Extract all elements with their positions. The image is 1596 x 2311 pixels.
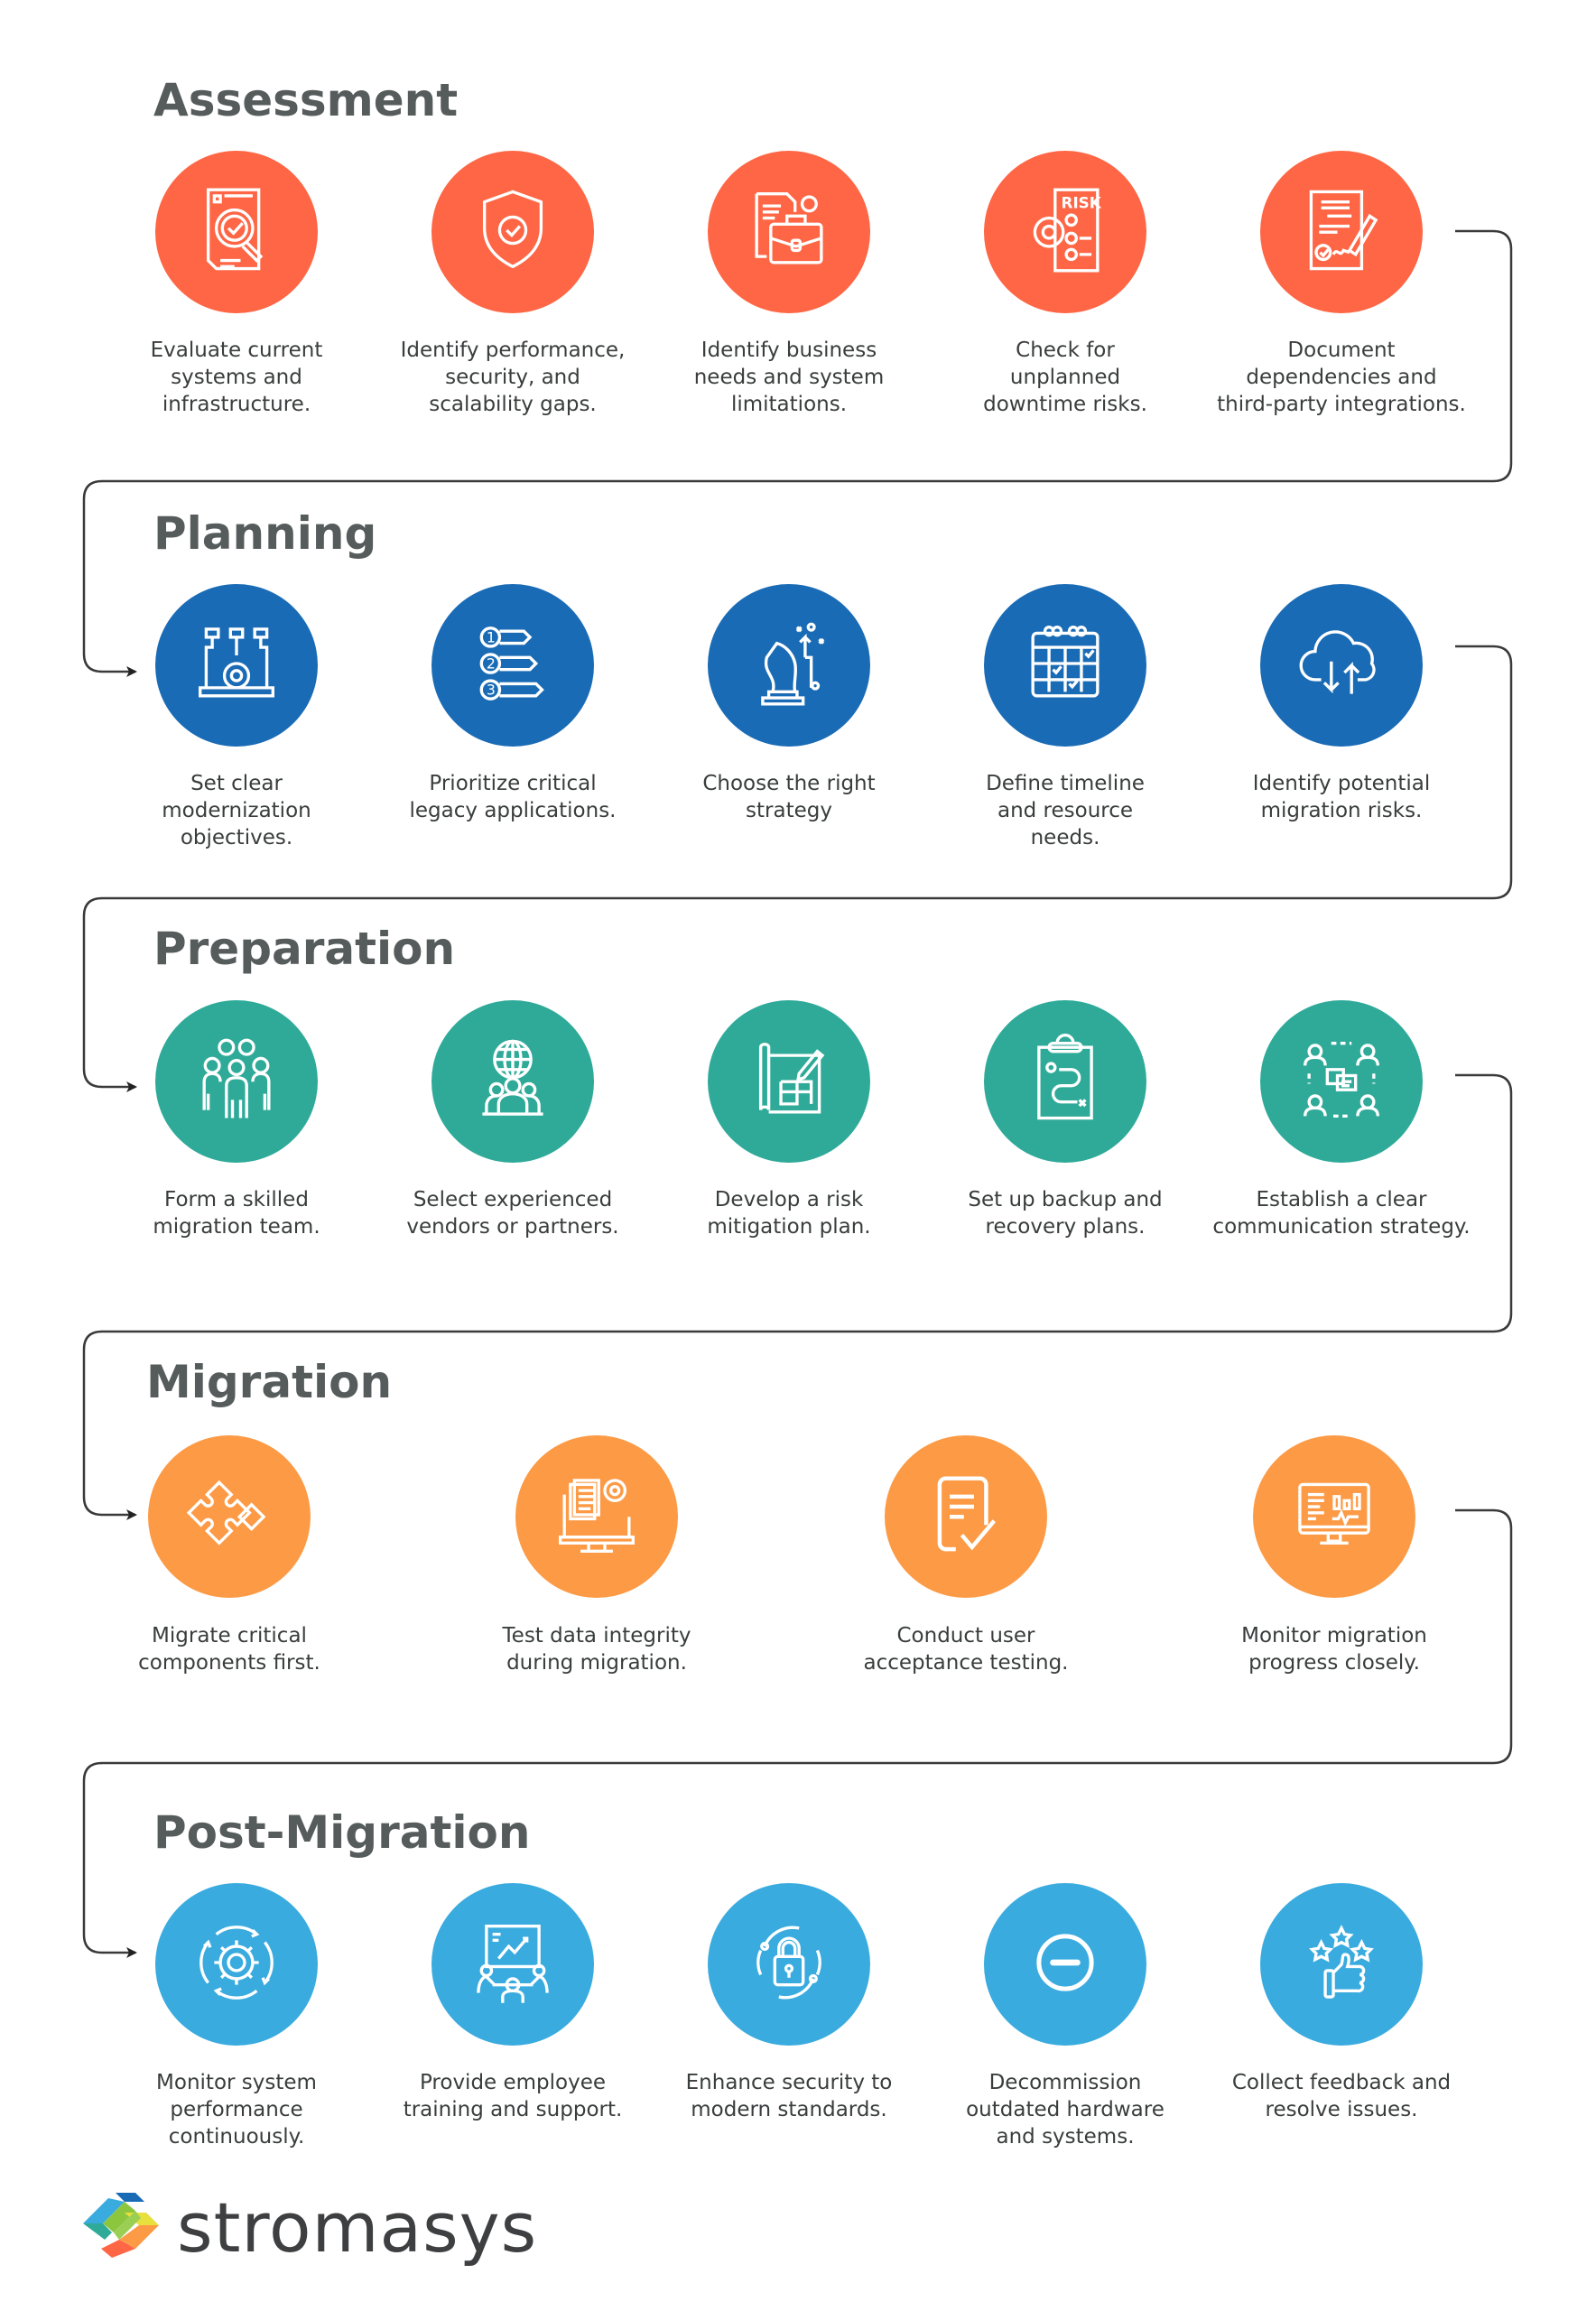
stromasys-logo-text: stromasys [177, 2186, 538, 2268]
svg-text:1: 1 [486, 627, 496, 645]
monitor-document-gear-icon [546, 1464, 647, 1570]
step-preparation-3 [708, 1000, 870, 1163]
step-preparation-5 [1260, 1000, 1423, 1163]
svg-text:3: 3 [486, 681, 496, 699]
step-label-assessment-4: Check for unplanned downtime risks. [983, 339, 1147, 416]
step-post-migration-3 [708, 1883, 870, 2046]
step-label-planning-4: Define timeline and resource needs. [986, 772, 1145, 849]
step-label-assessment-2: Identify performance, security, and scalability gaps. [400, 339, 626, 416]
step-preparation-2 [431, 1000, 594, 1163]
document-magnifier-check-icon [186, 180, 287, 285]
step-post-migration-5 [1260, 1883, 1423, 2046]
step-label-post-migration-3: Enhance security to modern standards. [685, 2071, 893, 2121]
step-post-migration-1 [155, 1883, 318, 2046]
section-title-migration: Migration [146, 1356, 393, 1408]
step-assessment-4 [984, 151, 1146, 313]
step-label-post-migration-4: Decommission outdated hardware and systems. [966, 2071, 1165, 2149]
step-label-preparation-5: Establish a clear communication strategy. [1212, 1188, 1471, 1239]
section-title-assessment: Assessment [153, 74, 459, 126]
document-checkmark-icon [915, 1464, 1016, 1570]
cloud-transfer-icon [1291, 613, 1392, 719]
step-planning-2 [431, 584, 594, 747]
step-post-migration-2 [431, 1883, 594, 2046]
step-label-preparation-2: Select experienced vendors or partners. [406, 1188, 619, 1239]
step-label-post-migration-2: Provide employee training and support. [403, 2071, 623, 2121]
step-label-planning-3: Choose the right strategy [702, 772, 876, 822]
training-presentation-icon [462, 1912, 563, 2018]
step-label-assessment-1: Evaluate current systems and infrastructure. [150, 339, 323, 416]
stromasys-logo-icon [81, 2189, 162, 2266]
step-label-preparation-3: Develop a risk mitigation plan. [707, 1188, 871, 1239]
stromasys-logo [81, 2186, 538, 2268]
padlock-security-icon [738, 1912, 840, 2018]
step-assessment-5 [1260, 151, 1423, 313]
section-title-preparation: Preparation [153, 923, 456, 975]
step-planning-5 [1260, 584, 1423, 747]
shield-check-icon [462, 180, 563, 285]
monitor-dashboard-icon [1284, 1464, 1385, 1570]
step-label-migration-4: Monitor migration progress closely. [1241, 1624, 1427, 1675]
laptop-gear-network-icon [186, 613, 287, 719]
communication-network-icon [1291, 1029, 1392, 1135]
signed-document-pen-icon [1291, 180, 1392, 285]
step-label-planning-5: Identify potential migration risks. [1252, 772, 1431, 822]
step-preparation-4 [984, 1000, 1146, 1163]
briefcase-document-gear-icon [738, 180, 840, 285]
step-label-assessment-3: Identify business needs and system limitations. [693, 339, 885, 416]
step-label-post-migration-1: Monitor system performance continuously. [156, 2071, 317, 2149]
step-assessment-1 [155, 151, 318, 313]
step-migration-3 [885, 1435, 1047, 1598]
section-title-planning: Planning [153, 507, 377, 560]
svg-text:RISK: RISK [1061, 192, 1101, 211]
step-post-migration-4 [984, 1883, 1146, 2046]
step-migration-1 [148, 1435, 311, 1598]
risk-checklist-gear-icon [1015, 180, 1116, 285]
step-label-planning-1: Set clear modernization objectives. [162, 772, 311, 849]
step-migration-4 [1253, 1435, 1415, 1598]
step-label-migration-1: Migrate critical components first. [138, 1624, 320, 1675]
step-assessment-2 [431, 151, 594, 313]
step-assessment-3 [708, 151, 870, 313]
thumbs-up-stars-icon [1291, 1912, 1392, 2018]
step-label-migration-2: Test data integrity during migration. [502, 1624, 691, 1675]
step-migration-2 [515, 1435, 678, 1598]
gear-cycle-icon [186, 1912, 287, 2018]
step-label-migration-3: Conduct user acceptance testing. [863, 1624, 1069, 1675]
step-label-planning-2: Prioritize critical legacy applications. [409, 772, 617, 822]
calendar-check-icon [1015, 613, 1116, 719]
numbered-priority-list-icon [462, 613, 563, 719]
blueprint-pencil-icon [738, 1029, 840, 1135]
minus-circle-icon [1015, 1912, 1116, 2018]
puzzle-pieces-icon [179, 1464, 280, 1570]
step-planning-3 [708, 584, 870, 747]
step-label-preparation-1: Form a skilled migration team. [153, 1188, 320, 1239]
step-planning-4 [984, 584, 1146, 747]
step-label-preparation-4: Set up backup and recovery plans. [968, 1188, 1163, 1239]
step-preparation-1 [155, 1000, 318, 1163]
step-label-assessment-5: Document dependencies and third-party integrations. [1217, 339, 1466, 416]
svg-text:2: 2 [486, 654, 496, 673]
step-label-post-migration-5: Collect feedback and resolve issues. [1231, 2071, 1452, 2121]
section-title-post-migration: Post-Migration [153, 1806, 531, 1859]
chess-knight-strategy-icon [738, 613, 840, 719]
clipboard-plan-icon [1015, 1029, 1116, 1135]
team-group-icon [186, 1029, 287, 1135]
globe-people-icon [462, 1029, 563, 1135]
step-planning-1 [155, 584, 318, 747]
